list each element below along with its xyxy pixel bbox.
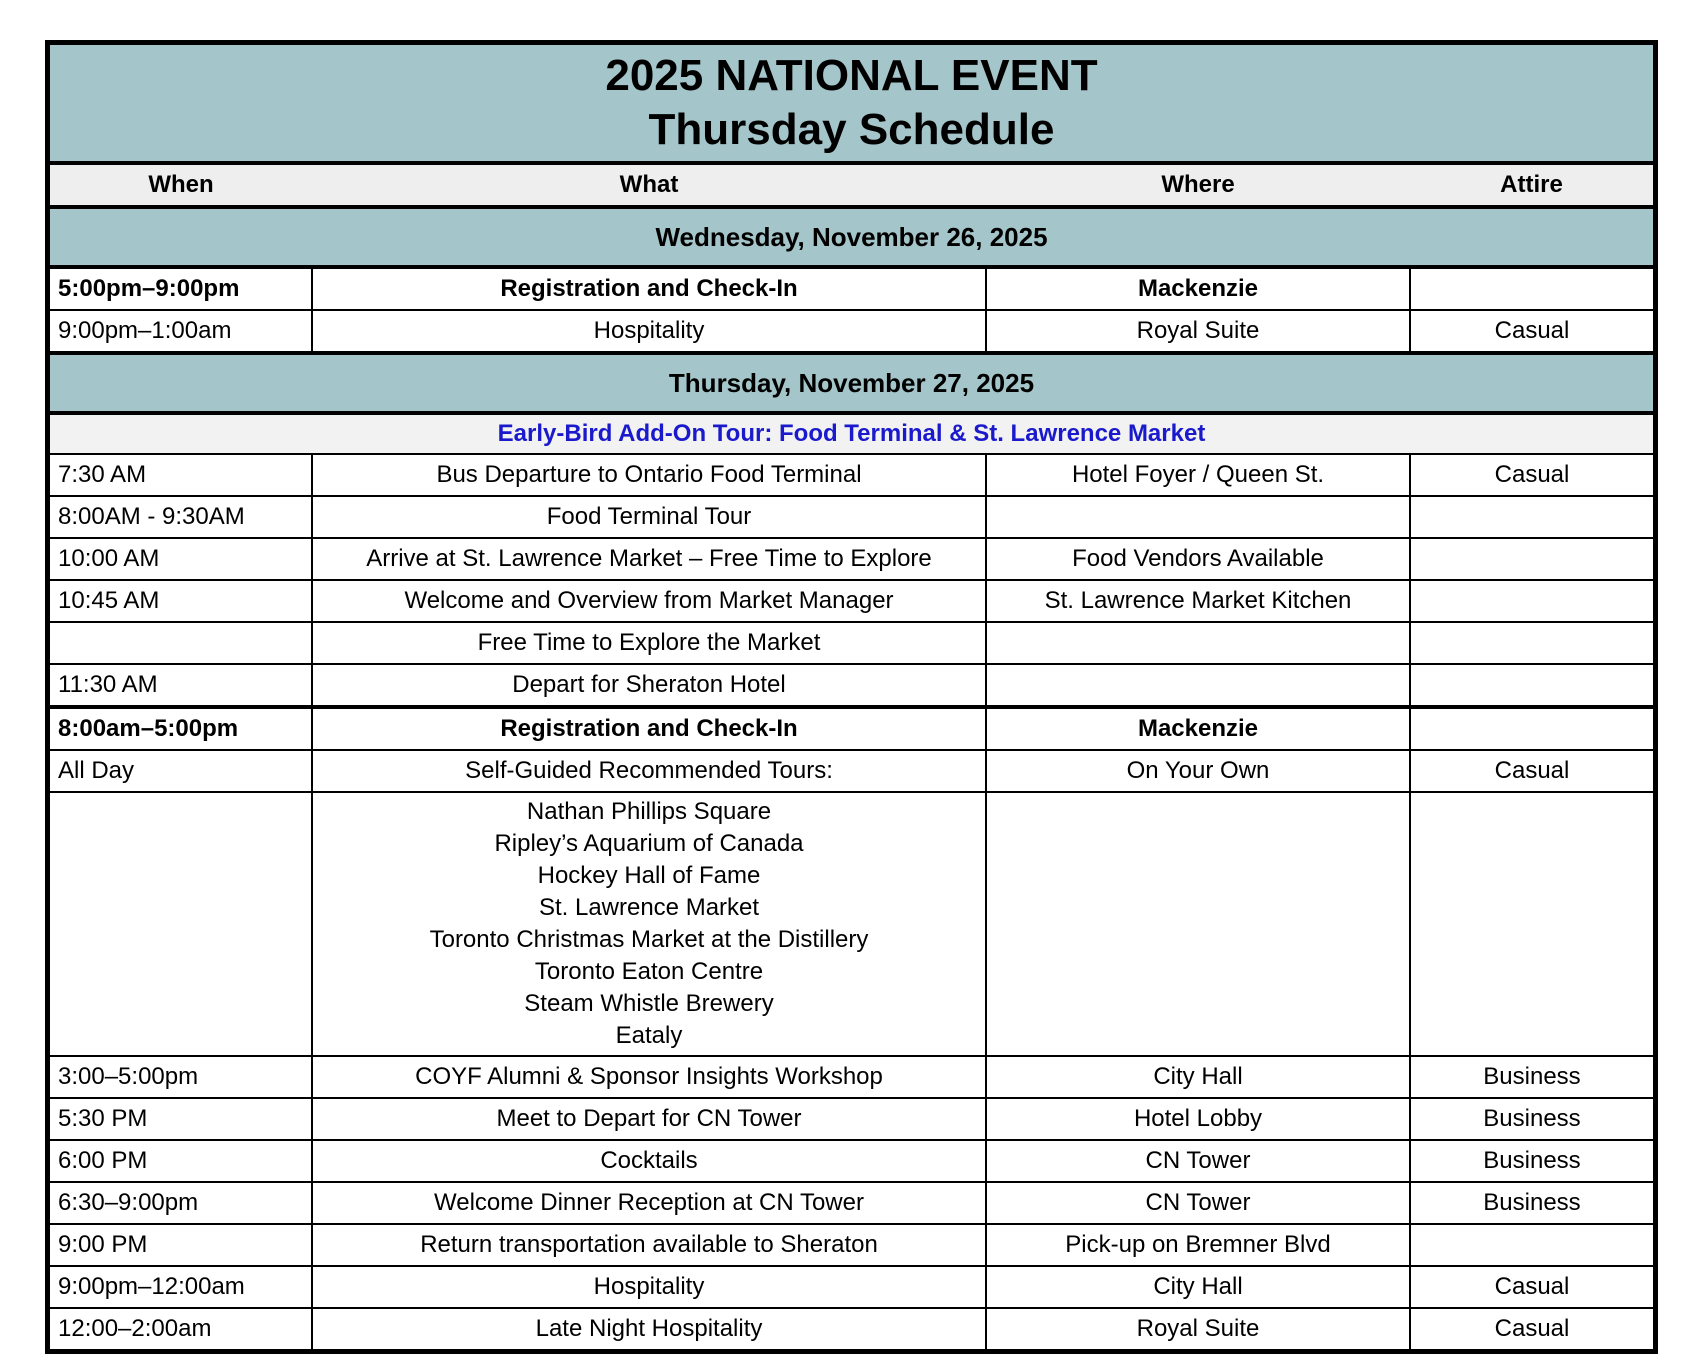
- cell-what: Bus Departure to Ontario Food Terminal: [312, 454, 986, 496]
- cell-where: Mackenzie: [986, 707, 1410, 750]
- column-header-row: [50, 163, 1653, 207]
- cell-what: Self-Guided Recommended Tours:: [312, 750, 986, 792]
- schedule-row: [50, 1056, 1653, 1098]
- cell-what: Welcome and Overview from Market Manager: [312, 580, 986, 622]
- cell-where: City Hall: [986, 1266, 1410, 1308]
- cell-what: Hospitality: [312, 1266, 986, 1308]
- day-heading-row: [50, 207, 1653, 267]
- cell-what-list: [312, 792, 986, 1056]
- cell-attire: Casual: [1410, 750, 1653, 792]
- document-title: [50, 45, 1653, 163]
- cell-where: Royal Suite: [986, 310, 1410, 353]
- cell-when: 9:00pm–1:00am: [50, 310, 312, 353]
- cell-attire: [1410, 538, 1653, 580]
- schedule-row: [50, 664, 1653, 707]
- tour-list-item: Hockey Hall of Fame: [537, 862, 761, 889]
- cell-attire: Business: [1410, 1056, 1653, 1098]
- cell-where: City Hall: [986, 1056, 1410, 1098]
- tour-list-item: St. Lawrence Market: [538, 894, 760, 921]
- cell-what: Arrive at St. Lawrence Market – Free Time to Explore: [312, 538, 986, 580]
- schedule-row: [50, 454, 1653, 496]
- schedule-row: [50, 267, 1653, 310]
- cell-when: 5:00pm–9:00pm: [50, 267, 312, 310]
- schedule-row: [50, 1266, 1653, 1308]
- cell-what: Registration and Check-In: [312, 267, 986, 310]
- cell-what: Hospitality: [312, 310, 986, 353]
- schedule-row: [50, 1224, 1653, 1266]
- cell-attire: [1410, 496, 1653, 538]
- cell-what: Meet to Depart for CN Tower: [312, 1098, 986, 1140]
- schedule-row: [50, 496, 1653, 538]
- title-line-2: Thursday Schedule: [648, 105, 1055, 154]
- cell-when: All Day: [50, 750, 312, 792]
- schedule-row: [50, 538, 1653, 580]
- cell-attire: [1410, 580, 1653, 622]
- cell-when: 12:00–2:00am: [50, 1308, 312, 1349]
- schedule-row: [50, 310, 1653, 353]
- tour-list-item: Nathan Phillips Square: [526, 798, 772, 825]
- cell-when: 9:00 PM: [50, 1224, 312, 1266]
- schedule-row: [50, 580, 1653, 622]
- schedule-row: [50, 707, 1653, 750]
- cell-attire: Business: [1410, 1098, 1653, 1140]
- cell-where: CN Tower: [986, 1182, 1410, 1224]
- cell-where: [986, 664, 1410, 707]
- cell-where: [986, 792, 1410, 1056]
- cell-attire: [1410, 622, 1653, 664]
- cell-what: Depart for Sheraton Hotel: [312, 664, 986, 707]
- cell-where: Pick-up on Bremner Blvd: [986, 1224, 1410, 1266]
- cell-where: Hotel Lobby: [986, 1098, 1410, 1140]
- schedule-row: [50, 750, 1653, 792]
- cell-where: [986, 496, 1410, 538]
- cell-when: 9:00pm–12:00am: [50, 1266, 312, 1308]
- column-header-where: Where: [986, 163, 1410, 207]
- cell-attire: [1410, 792, 1653, 1056]
- cell-attire: [1410, 707, 1653, 750]
- cell-when: 10:00 AM: [50, 538, 312, 580]
- cell-what: COYF Alumni & Sponsor Insights Workshop: [312, 1056, 986, 1098]
- cell-where: Mackenzie: [986, 267, 1410, 310]
- column-header-what: What: [312, 163, 986, 207]
- cell-what: Registration and Check-In: [312, 707, 986, 750]
- cell-where: St. Lawrence Market Kitchen: [986, 580, 1410, 622]
- cell-when: 8:00am–5:00pm: [50, 707, 312, 750]
- cell-attire: Casual: [1410, 1266, 1653, 1308]
- tour-heading-row: [50, 413, 1653, 454]
- tour-list-item: Toronto Christmas Market at the Distillery: [429, 926, 869, 953]
- schedule-row: [50, 622, 1653, 664]
- cell-when: 6:00 PM: [50, 1140, 312, 1182]
- cell-when: 7:30 AM: [50, 454, 312, 496]
- cell-what: Cocktails: [312, 1140, 986, 1182]
- schedule-row: [50, 792, 1653, 1056]
- tour-list-item: Toronto Eaton Centre: [534, 958, 764, 985]
- schedule-row: [50, 1098, 1653, 1140]
- cell-attire: [1410, 664, 1653, 707]
- cell-attire: [1410, 1224, 1653, 1266]
- cell-when: 8:00AM - 9:30AM: [50, 496, 312, 538]
- tour-list-item: Steam Whistle Brewery: [524, 990, 774, 1017]
- schedule-document: [45, 40, 1658, 1354]
- cell-attire: [1410, 267, 1653, 310]
- cell-when: 10:45 AM: [50, 580, 312, 622]
- title-line-1: 2025 NATIONAL EVENT: [605, 51, 1098, 100]
- column-header-attire: Attire: [1410, 163, 1653, 207]
- tour-list-item: Eataly: [615, 1022, 683, 1049]
- schedule-row: [50, 1182, 1653, 1224]
- schedule-row: [50, 1308, 1653, 1349]
- cell-what: Welcome Dinner Reception at CN Tower: [312, 1182, 986, 1224]
- cell-when: [50, 622, 312, 664]
- cell-where: [986, 622, 1410, 664]
- cell-attire: Casual: [1410, 310, 1653, 353]
- cell-what: Free Time to Explore the Market: [312, 622, 986, 664]
- cell-attire: Business: [1410, 1140, 1653, 1182]
- column-header-when: When: [50, 163, 312, 207]
- tour-list-item: Ripley’s Aquarium of Canada: [494, 830, 804, 857]
- cell-what: Food Terminal Tour: [312, 496, 986, 538]
- cell-attire: Business: [1410, 1182, 1653, 1224]
- cell-attire: Casual: [1410, 454, 1653, 496]
- cell-when: 6:30–9:00pm: [50, 1182, 312, 1224]
- cell-attire: Casual: [1410, 1308, 1653, 1349]
- day-heading-row: [50, 353, 1653, 413]
- cell-when: [50, 792, 312, 1056]
- cell-where: Food Vendors Available: [986, 538, 1410, 580]
- cell-where: On Your Own: [986, 750, 1410, 792]
- schedule-table: [50, 45, 1653, 1349]
- cell-where: Hotel Foyer / Queen St.: [986, 454, 1410, 496]
- cell-when: 11:30 AM: [50, 664, 312, 707]
- day-heading: Wednesday, November 26, 2025: [50, 207, 1653, 267]
- cell-where: CN Tower: [986, 1140, 1410, 1182]
- title-row: [50, 45, 1653, 163]
- day-heading: Thursday, November 27, 2025: [50, 353, 1653, 413]
- cell-when: 5:30 PM: [50, 1098, 312, 1140]
- cell-where: Royal Suite: [986, 1308, 1410, 1349]
- cell-what: Late Night Hospitality: [312, 1308, 986, 1349]
- tour-heading: Early-Bird Add-On Tour: Food Terminal & St. Lawrence Market: [50, 413, 1653, 454]
- cell-what: Return transportation available to Sheraton: [312, 1224, 986, 1266]
- cell-when: 3:00–5:00pm: [50, 1056, 312, 1098]
- schedule-row: [50, 1140, 1653, 1182]
